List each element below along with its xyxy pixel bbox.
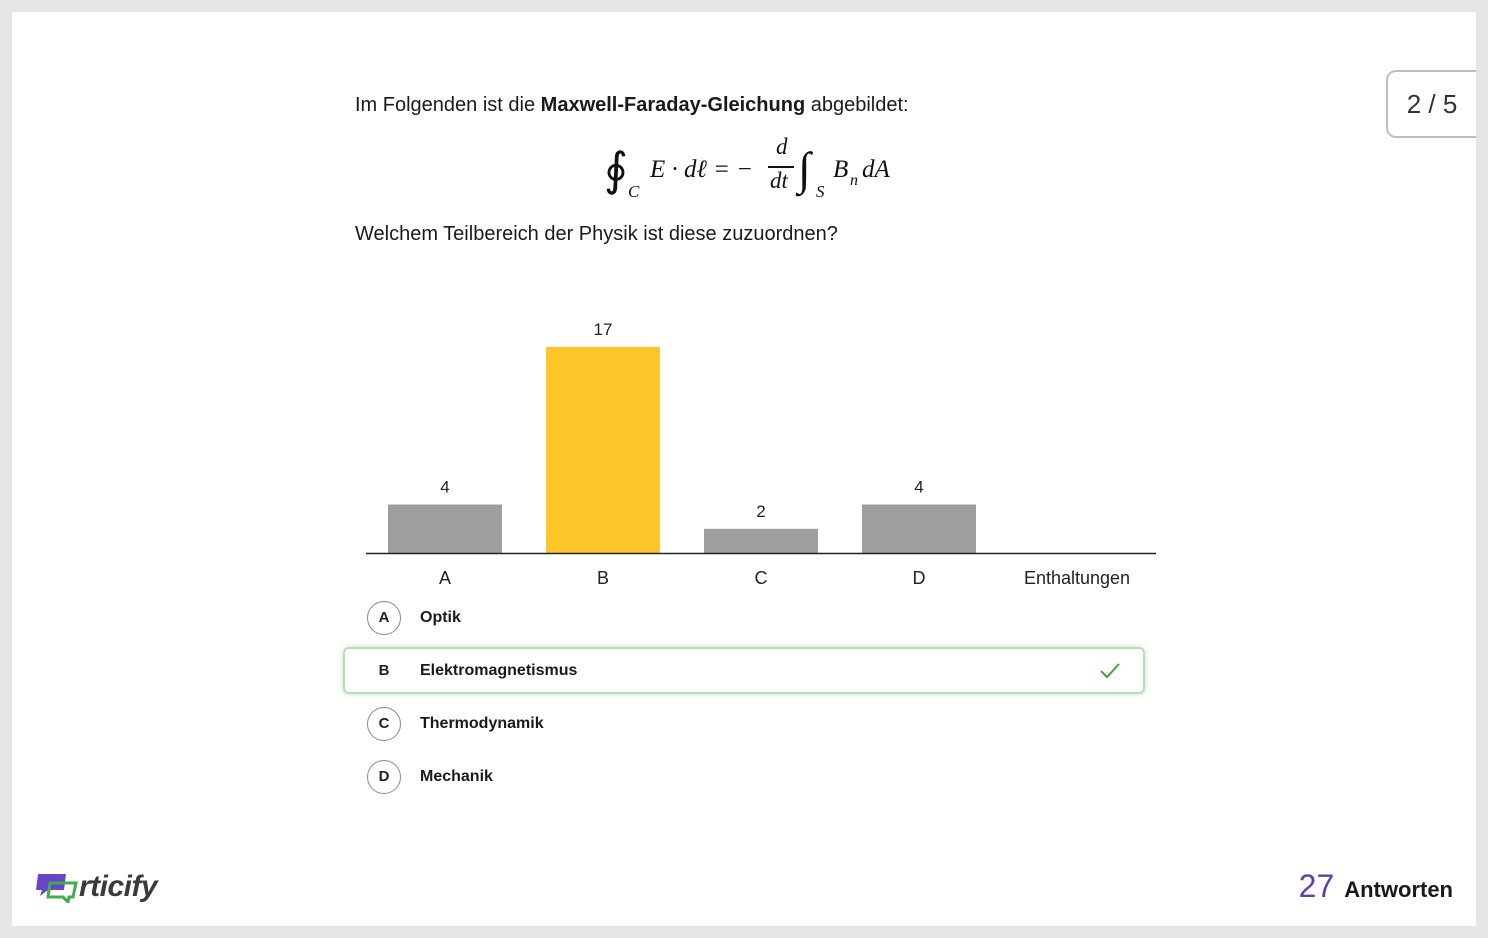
option-letter-b: B xyxy=(378,662,390,679)
tick-label-a: A xyxy=(438,568,452,588)
option-d[interactable] xyxy=(343,753,1145,800)
option-text-a: Optik xyxy=(420,608,461,626)
option-c[interactable] xyxy=(343,700,1145,747)
answers-label: Antworten xyxy=(1344,877,1453,902)
question-intro xyxy=(355,94,909,117)
answers-count: 27 xyxy=(1298,868,1335,904)
bar-d xyxy=(862,505,976,553)
logo xyxy=(36,870,157,904)
formula-surface-integral: ∫ xyxy=(798,143,811,194)
bar-a xyxy=(388,505,502,553)
option-letter-d: D xyxy=(367,760,401,794)
question-sub: Welchem Teilbereich der Physik ist diese zuzuordnen? xyxy=(355,223,838,245)
question-intro-before: Im Folgenden ist die xyxy=(355,94,541,116)
formula-rhs-tail: dA xyxy=(862,156,890,183)
tick-label-enthaltungen: Enthaltungen xyxy=(1023,568,1131,588)
formula-lhs: E · dℓ = − xyxy=(650,156,754,183)
data-label-a: 4 xyxy=(440,477,450,497)
option-letter-c: C xyxy=(367,707,401,741)
logo-text: rticify xyxy=(79,870,158,903)
slide-counter-label: 2 / 5 xyxy=(1406,88,1458,119)
answers-summary xyxy=(1299,868,1453,905)
tick-label-b: B xyxy=(596,568,610,588)
option-text-b: Elektromagnetismus xyxy=(420,661,578,679)
check-icon xyxy=(1099,661,1121,681)
answer-options xyxy=(343,594,1145,806)
chat-bubbles-icon xyxy=(36,871,78,903)
tick-label-c: C xyxy=(754,568,768,588)
formula-rhs-base: B xyxy=(833,156,849,183)
question-intro-after: abgebildet: xyxy=(805,94,909,116)
tick-label-d: D xyxy=(912,568,926,588)
question-intro-bold: Maxwell-Faraday-Gleichung xyxy=(540,94,806,116)
formula-frac-num: d xyxy=(776,134,788,159)
formula-contour-integral: ∮ xyxy=(604,144,628,195)
option-text-d: Mechanik xyxy=(420,767,493,785)
bar-c xyxy=(704,529,818,553)
data-label-c: 2 xyxy=(756,501,766,521)
slide-counter xyxy=(1386,70,1476,138)
data-label-b: 17 xyxy=(593,320,613,339)
option-letter-a: A xyxy=(367,601,401,635)
results-bar-chart xyxy=(342,292,1162,592)
formula-frac-den: dt xyxy=(770,168,788,193)
data-label-d: 4 xyxy=(914,477,924,497)
formula-rhs-sub: n xyxy=(850,172,858,189)
slide-canvas xyxy=(12,12,1476,926)
option-a[interactable] xyxy=(343,594,1145,641)
formula-contour-sub: C xyxy=(628,182,640,201)
option-b[interactable] xyxy=(343,647,1145,694)
formula xyxy=(600,136,900,210)
option-text-c: Thermodynamik xyxy=(420,714,544,732)
bar-b xyxy=(546,347,660,553)
formula-surface-sub: S xyxy=(816,182,825,201)
